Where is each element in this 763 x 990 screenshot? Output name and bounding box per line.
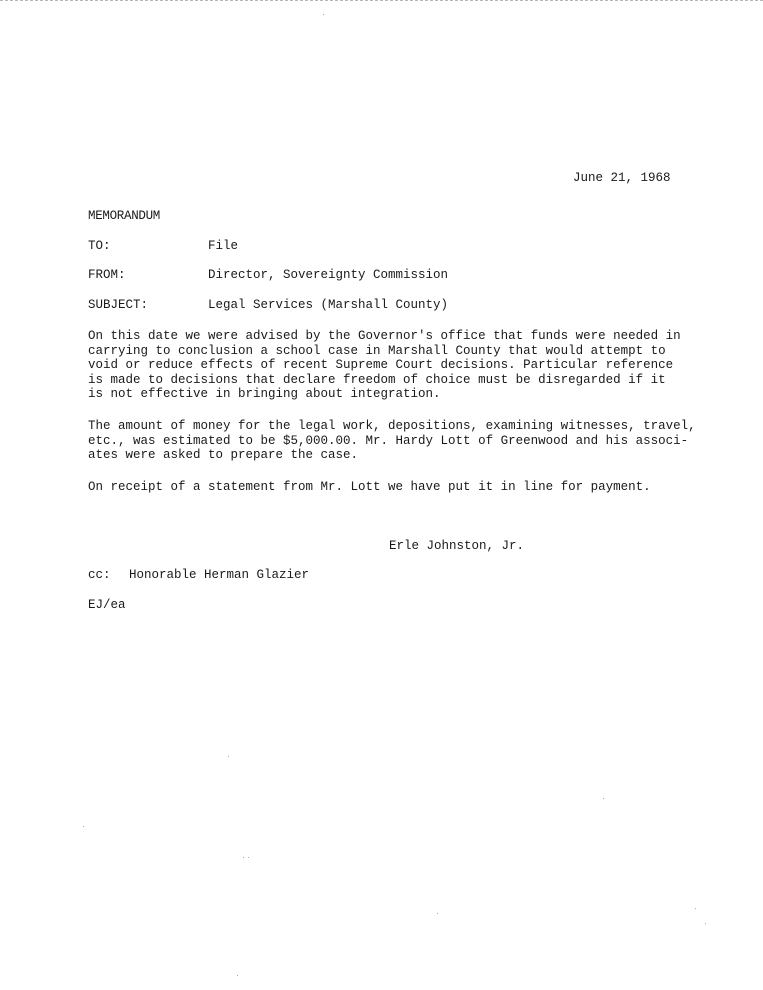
memo-date: June 21, 1968 xyxy=(573,171,671,185)
subject-label: SUBJECT: xyxy=(88,298,149,312)
from-label: FROM: xyxy=(88,268,126,282)
scan-speck xyxy=(228,756,229,757)
scan-speck xyxy=(323,14,324,15)
to-line xyxy=(88,239,238,253)
paragraph-estimate: The amount of money for the legal work, depositions, examining witnesses, travel, etc., was estimated to be $5,000.00. Mr. Hardy Lott of Greenwood and his associ- ates were asked to prepare the case. xyxy=(88,419,696,463)
memo-heading: MEMORANDUM xyxy=(88,209,161,223)
cc-label: cc: xyxy=(88,568,111,582)
scan-speck xyxy=(243,857,244,858)
paragraph-advised: On this date we were advised by the Governor's office that funds were needed in carrying to conclusion a school case in Marshall County that would attempt to void or reduce effects of recent Supreme Court decisions. Particular reference is made to decisions that declare freedom of choice must be disregarded if it is not effective in bringing about integration. xyxy=(88,329,681,402)
scan-speck xyxy=(237,975,238,976)
subject-line xyxy=(88,298,448,312)
cc-recipient: Honorable Herman Glazier xyxy=(129,568,310,582)
to-value: File xyxy=(208,239,239,253)
paragraph-payment: On receipt of a statement from Mr. Lott we have put it in line for payment. xyxy=(88,480,651,494)
from-value: Director, Sovereignty Commission xyxy=(208,268,449,282)
scan-speck xyxy=(603,798,604,799)
scan-speck xyxy=(705,923,706,924)
scan-speck xyxy=(437,913,438,914)
signature-name: Erle Johnston, Jr. xyxy=(389,539,525,553)
typist-initials: EJ/ea xyxy=(88,598,126,612)
scan-speck xyxy=(83,826,84,827)
scan-speck xyxy=(248,857,249,858)
to-label: TO: xyxy=(88,239,111,253)
scan-speck xyxy=(695,908,696,909)
subject-value: Legal Services (Marshall County) xyxy=(208,298,449,312)
scan-edge-artifact xyxy=(0,0,763,5)
cc-line xyxy=(88,568,309,582)
from-line xyxy=(88,268,448,282)
